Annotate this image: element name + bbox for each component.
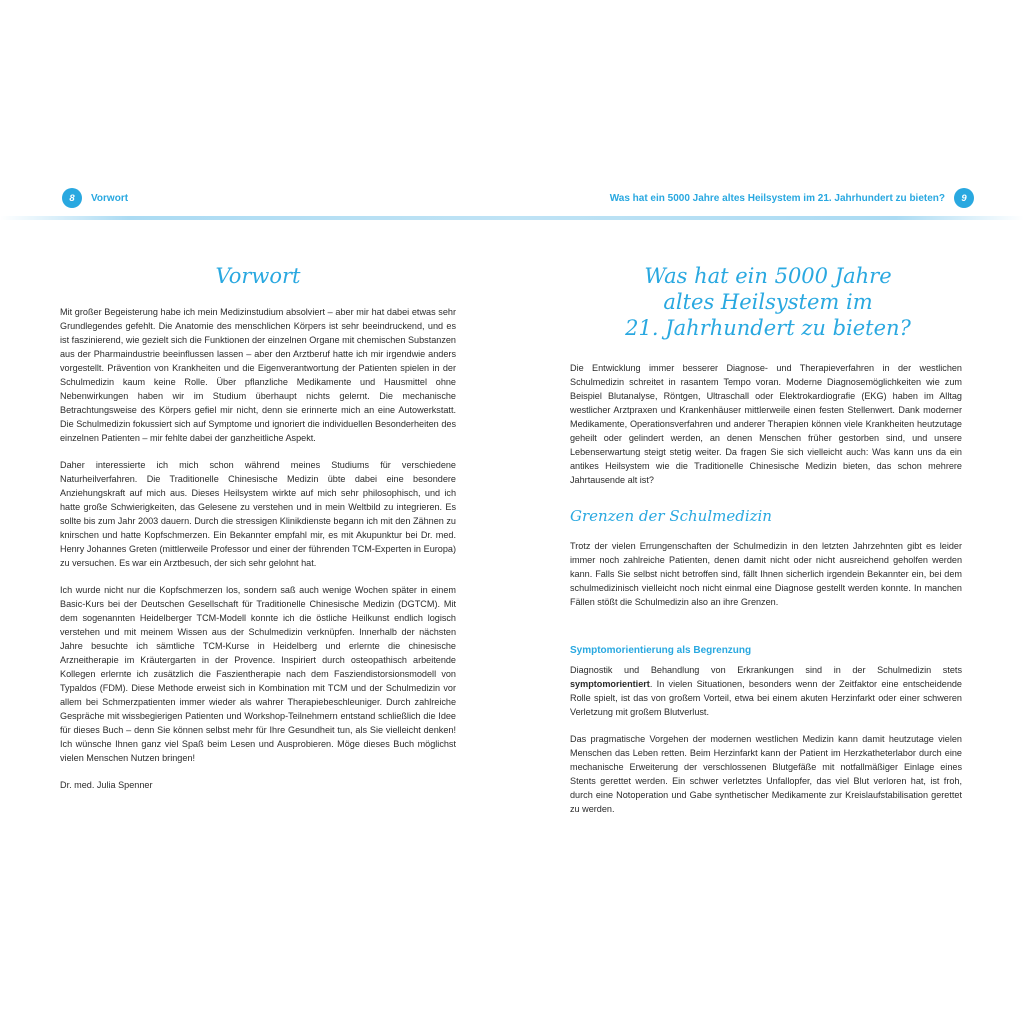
subsection-paragraph: Das pragmatische Vorgehen der modernen westlichen Medizin kann damit heutzutage vielen Menschen das Leben retten. Beim Herzinfarkt kann der Patient im Herzkatheterlabor durch eine mechanische Erweiterung der verschlossenen Blutgefäße mit notfallmäßiger Einlage eines Stents gerettet werden. Ein schwer verletztes Unfallopfer, das viel Blut verloren hat, ist froh, durch eine Notoperation und Gabe synthetischer Medikamente zur Kreislaufstabilisation gerettet zu werden. xyxy=(570,734,962,814)
left-body-text xyxy=(60,305,456,805)
author-signature: Dr. med. Julia Spenner xyxy=(60,780,153,790)
right-page-number: 9 xyxy=(954,188,974,208)
left-paragraph: Daher interessierte ich mich schon während meines Studiums für verschiedene Naturheilverfahren. Die Traditionelle Chinesische Medizin übte dabei eine besondere Anziehungskraft auf mich aus. Dieses Heilsystem wirkte auf mich sehr philosophisch, und ich hatte große Schwierigkeiten, das Gelesene zu verstehen und in mein Weltbild zu integrieren. Es sollte bis zum Jahr 2003 dauern. Durch die stressigen Klinikdienste begann ich mit den Zähnen zu knirschen und hatte Kopfschmerzen. Ein Bekannter empfahl mir, es mit Akupunktur bei Dr. med. Henry Johannes Greten (mittlerweile Professor und einer der führenden TCM-Experten in Europa) zu versuchen. Es war ein Arztbesuch, der sich sehr gelohnt hat. xyxy=(60,460,456,568)
subsection-text xyxy=(570,663,962,829)
section-heading: Grenzen der Schulmedizin xyxy=(570,507,772,525)
right-running-head xyxy=(610,188,974,208)
subsection-paragraph xyxy=(570,663,962,719)
left-running-head xyxy=(62,188,128,208)
title-line: 21. Jahrhundert zu bieten? xyxy=(625,316,911,340)
right-running-head-text: Was hat ein 5000 Jahre altes Heilsystem im 21. Jahrhundert zu bieten? xyxy=(609,192,945,204)
intro-text xyxy=(570,361,962,500)
left-running-head-text: Vorwort xyxy=(91,192,129,204)
right-page xyxy=(512,0,1024,1024)
text-run: Diagnostik und Behandlung von Erkrankungen sind in der Schulmedizin stets xyxy=(570,665,962,675)
subsection-heading: Symptomorientierung als Begrenzung xyxy=(570,645,752,656)
left-page-title: Vorwort xyxy=(215,264,301,288)
right-page-title xyxy=(570,263,966,341)
title-line: Was hat ein 5000 Jahre xyxy=(644,264,892,288)
bold-term: symptomorientiert xyxy=(570,679,650,689)
left-paragraph: Ich wurde nicht nur die Kopfschmerzen los, sondern saß auch wenige Wochen später in einem Basic-Kurs bei der Deutschen Gesellschaft für Traditionelle Chinesische Medizin (DGTCM). Mit dem sogenannten Heidelberger TCM-Modell konnte ich die östliche Heilkunst endlich logisch verstehen und mit meinem Wissen aus der Schulmedizin verknüpfen. Innerhalb der nächsten Jahre besuchte ich sämtliche TCM-Kurse in Heidelberg und erlernte die chinesische Arzneitherapie im Kräutergarten in der Provence. Inspiriert durch osteopathisch arbeitende Kollegen erlernte ich zusätzlich die Faszientherapie nach dem Fasziendistorsionsmodell von Typaldos (FDM). Diese Methode erweist sich in Kombination mit TCM und der Schulmedizin vor allem bei Schmerzpatienten immer wieder als wahrer Therapiebeschleuniger. Durch zahlreiche Gespräche mit wissbegierigen Patienten und Workshop-Teilnehmern entstand schließlich die Idee für dieses Buch – denn Sie können selbst mehr für Ihre Gesundheit tun, als Sie vielleicht denken! Ich wünsche Ihnen ganz viel Spaß beim Lesen und Ausprobieren. Möge dieses Buch möglichst vielen Menschen Nutzen bringen! xyxy=(60,585,456,763)
section-text xyxy=(570,539,962,622)
left-page-number: 8 xyxy=(62,188,82,208)
section-paragraph: Trotz der vielen Errungenschaften der Schulmedizin in den letzten Jahrzehnten gibt es leider immer noch zahlreiche Patienten, denen damit nicht oder nicht ausreichend geholfen werden kann. Falls Sie selbst nicht betroffen sind, fällt Ihnen sicherlich irgendein Bekannter ein, bei dem schulmedizinisch vielleicht noch nicht einmal eine Diagnose gestellt werden konnte. In manchen Fällen stößt die Schulmedizin also an ihre Grenzen. xyxy=(570,541,962,607)
left-header-rule xyxy=(0,216,512,220)
right-header-rule xyxy=(512,216,1024,220)
intro-paragraph: Die Entwicklung immer besserer Diagnose- und Therapieverfahren in der westlichen Schulmedizin schreitet in rasantem Tempo voran. Moderne Diagnosemöglichkeiten wie zum Beispiel Blutanalyse, Röntgen, Ultraschall oder Elektrokardiografie (EKG) haben im Alltag westlicher Arztpraxen und Krankenhäuser mittlerweile einen festen Stellenwert. Dank moderner Medikamente, Operationsverfahren und anderer Therapien können viele Krankheiten heutzutage geheilt oder gelindert werden, an denen Menschen früher gestorben sind, und unsere Lebenserwartung steigt stetig weiter. Da fragen Sie sich vielleicht auch: Was kann uns da ein antikes Heilsystem wie die Traditionelle Chinesische Medizin bieten, das schon mehrere Jahrtausende alt ist? xyxy=(570,363,962,485)
title-line: altes Heilsystem im xyxy=(663,290,873,314)
left-paragraph: Mit großer Begeisterung habe ich mein Medizinstudium absolviert – aber mir hat dabei etwas sehr Grundlegendes gefehlt. Die Anatomie des menschlichen Körpers ist sehr beeindruckend, und es ist faszinierend, wie gezielt sich die Funktionen der einzelnen Organe mit chemischen Substanzen aus der Pharmaindustrie beeinflussen lassen – aber den Arztberuf hatte ich mir irgendwie anders vorgestellt. Prävention von Krankheiten und die Eigenverantwortung der Patienten spielen in der Schulmedizin kaum keine Rolle. Über pflanzliche Medikamente und Hausmittel ohne Nebenwirkungen haben wir im Studium überhaupt nichts gelernt. Die mechanische Betrachtungsweise des Körpers gefiel mir nicht, denn sie erinnerte mich an eine Autowerkstatt. Die Schulmedizin fokussiert sich auf Symptome und ignoriert die individuellen Besonderheiten des einzelnen Patienten – mir fehlte dabei der ganzheitliche Aspekt. xyxy=(60,307,456,443)
text-run: . In vielen Situationen, besonders wenn der Zeitfaktor eine entscheidende Rolle spielt, ist das von großem Vorteil, etwa bei einem akuten Herzinfarkt oder einer schweren Verletzung mit großem Blutverlust. xyxy=(570,679,962,717)
